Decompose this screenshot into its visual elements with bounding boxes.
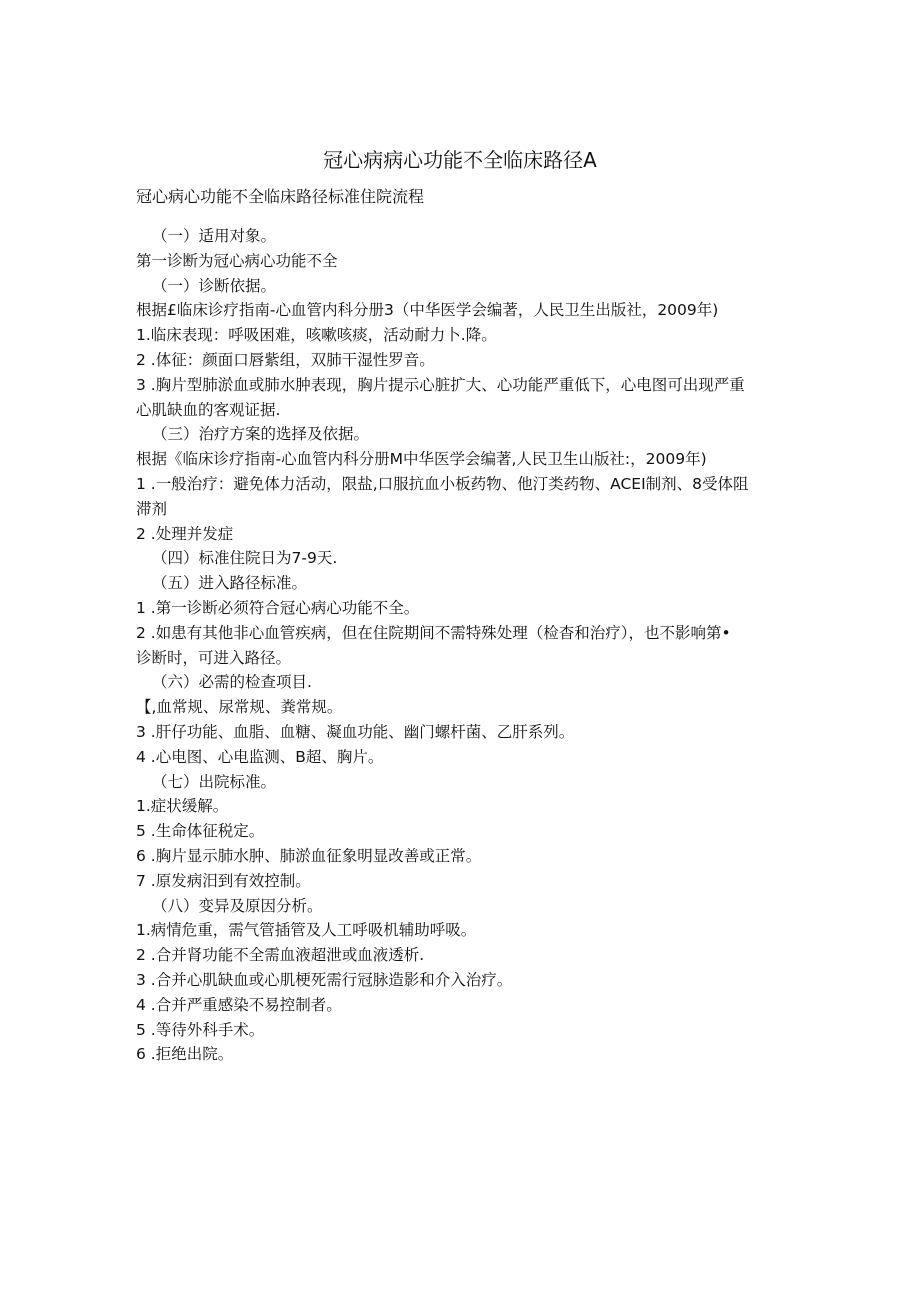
body-line: 6 .拒绝出院。: [136, 1045, 234, 1064]
body-line: 【,血常规、尿常规、粪常规。: [136, 698, 343, 717]
document-title: 冠心病病心功能不全临床路径A: [323, 148, 597, 172]
document-subtitle: 冠心病心功能不全临床路径标准住院流程: [136, 187, 425, 206]
body-line: 6 .胸片显示肺水肿、肺淤血征象明显改善或正常。: [136, 846, 482, 865]
body-line: 1 .第一诊断必须符合冠心病心功能不全。: [136, 598, 420, 617]
section-heading: （四）标准住院日为7-9天.: [152, 549, 338, 568]
section-heading: （一）适用对象。: [152, 227, 277, 245]
body-line: 1 .一般治疗：避免体力活动，限盐,口服抗血小板药物、他汀类药物、ACEI制剂、8受体阻: [136, 474, 749, 493]
body-line: 7 .原发病汨到有效控制。: [136, 871, 311, 890]
body-line: 3 .合并心肌缺血或心肌梗死需行冠脉造影和介入治疗。: [136, 970, 513, 989]
section-heading: （一）诊断依据。: [152, 276, 277, 295]
body-line: 2 .体征：颜面口唇紫组，双肺干湿性罗音。: [136, 350, 435, 369]
body-line: 1.病情危重，需气管插管及人工呼吸机辅助呼吸。: [136, 921, 477, 940]
body-line: 根据《临床诊疗指南-心血管内科分册M中华医学会编著,人民卫生山版社:，2009年): [136, 450, 707, 469]
body-line: 根据£临床诊疗指南-心血管内科分册3（中华医学会编著，人民卫生出版社，2009年): [136, 301, 719, 320]
section-heading: （六）必需的检查项目.: [152, 673, 312, 692]
body-line: 2 .处理并发症: [136, 524, 234, 543]
document-body: [136, 224, 826, 1067]
body-line: 1.症状缓解。: [136, 797, 229, 816]
body-line: 诊断时，可进入路径。: [136, 648, 292, 667]
section-heading: （七）出院标准。: [152, 772, 277, 791]
body-line: 1.临床表现：呼吸困难，咳嗽咳痰，活动耐力卜.降。: [136, 326, 497, 345]
body-line: 第一诊断为冠心病心功能不全: [136, 251, 338, 270]
body-line: 4 .心电图、心电监测、B超、胸片。: [136, 747, 384, 766]
body-line: 2 .合并肾功能不全需血液超泄或血液透析.: [136, 946, 425, 965]
body-line: 心肌缺血的客观证据.: [136, 400, 281, 419]
body-line: 4 .合并严重感染不易控制者。: [136, 995, 342, 1014]
section-heading: （八）变异及原因分析。: [152, 896, 323, 915]
body-line: 2 .如患有其他非心血管疾病，但在住院期间不需特殊处理（检杳和治疗），也不影响第•: [136, 623, 731, 642]
body-line: 3 .肝仔功能、血脂、血糖、凝血功能、幽门螺杆菌、乙肝系列。: [136, 722, 575, 741]
body-line: 滞剂: [136, 499, 168, 518]
body-line: 5 .生命体征税定。: [136, 822, 265, 841]
body-line: 3 .胸片型肺淤血或肺水肿表现，胸片提示心脏扩大、心功能严重低下，心电图可出现严重: [136, 375, 745, 394]
section-heading: （三）治疗方案的选择及依据。: [152, 425, 370, 444]
body-line: 5 .等待外科手术。: [136, 1020, 265, 1039]
section-heading: （五）进入路径标准。: [152, 574, 308, 593]
